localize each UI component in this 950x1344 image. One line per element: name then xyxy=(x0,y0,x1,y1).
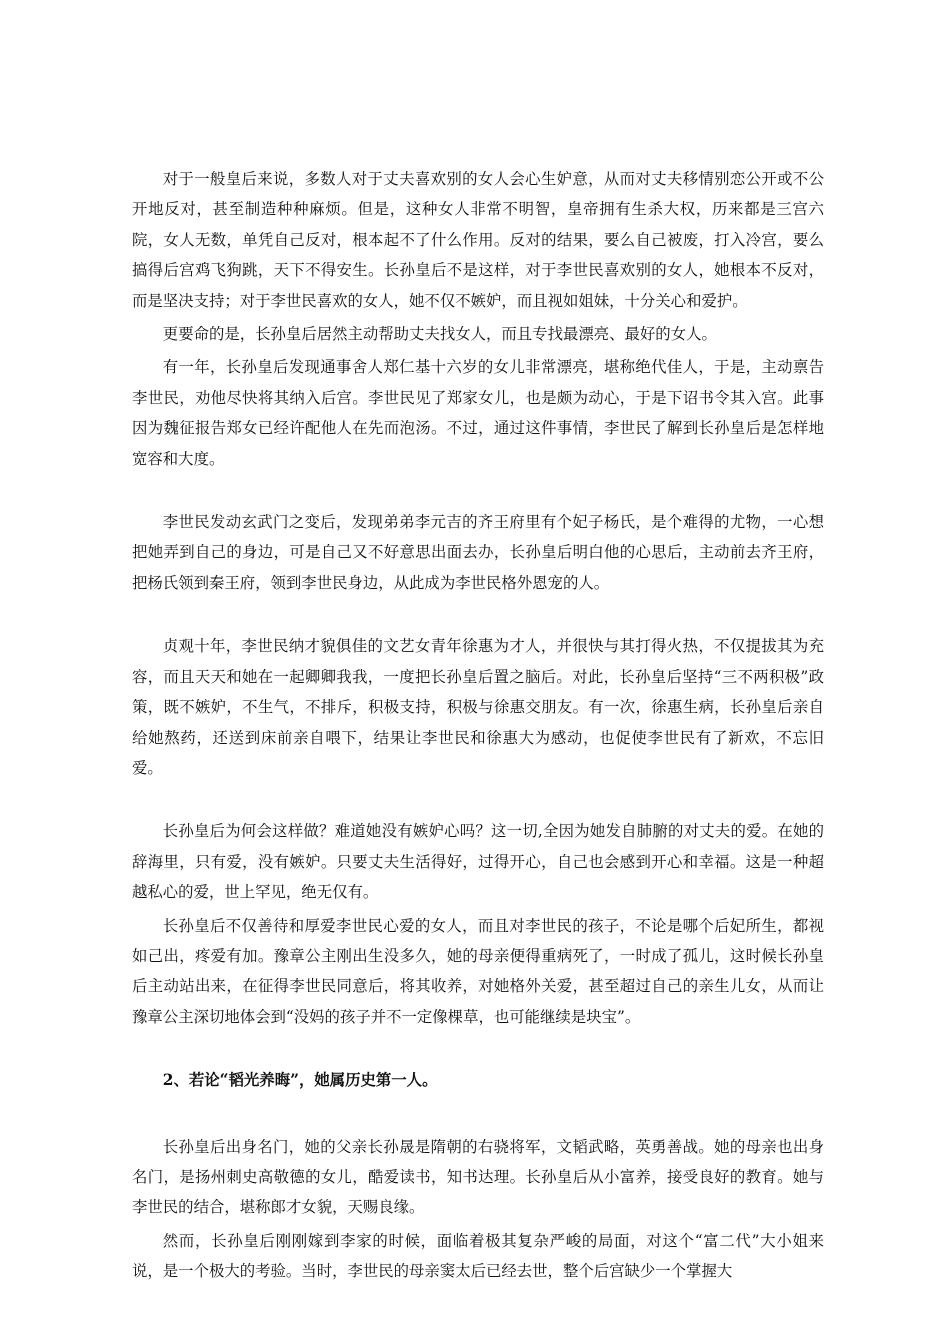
paragraph-4: 李世民发动玄武门之变后，发现弟弟李元吉的齐王府里有个妃子杨氏，是个难得的尤物，一心想把她弄到自己的身边，可是自己又不好意思出面去办，长孙皇后明白他的心思后，主动前去齐王府，把杨氏领到秦王府，领到李世民身边，从此成为李世民格外恩宠的人。 xyxy=(132,513,824,592)
paragraph-1: 对于一般皇后来说，多数人对于丈夫喜欢别的女人会心生妒意，从而对丈夫移情别恋公开或不公开地反对，甚至制造种种麻烦。但是，这种女人非常不明智，皇帝拥有生杀大权，历来都是三宫六院，女人无数，单凭自己反对，根本起不了什么作用。反对的结果，要么自己被废，打入冷宫，要么搞得后宫鸡飞狗跳，天下不得安生。长孙皇后不是这样，对于李世民喜欢别的女人，她根本不反对，而是坚决支持；对于李世民喜欢的女人，她不仅不嫉妒，而且视如姐妹，十分关心和爱护。 xyxy=(132,170,824,310)
paragraph-7: 长孙皇后不仅善待和厚爱李世民心爱的女人，而且对李世民的孩子，不论是哪个后妃所生，都视如己出，疼爱有加。豫章公主刚出生没多久，她的母亲便得重病死了，一时成了孤儿，这时候长孙皇后主动站出来，在征得李世民同意后，将其收养，对她格外关爱，甚至超过自己的亲生儿女，从而让豫章公主深切地体会到“没妈的孩子并不一定像棵草，也可能继续是块宝”。 xyxy=(132,916,824,1026)
paragraph-5: 贞观十年，李世民纳才貌俱佳的文艺女青年徐惠为才人，并很快与其打得火热，不仅提拔其为充容，而且天天和她在一起卿卿我我，一度把长孙皇后置之脑后。对此，长孙皇后坚持“三不两积极”政策，既不嫉妒，不生气，不排斥，积极支持，积极与徐惠交朋友。有一次，徐惠生病，长孙皇后亲自给她熬药，还送到床前亲自喂下，结果让李世民和徐惠大为感动，也促使李世民有了新欢，不忘旧爱。 xyxy=(132,637,824,777)
document-body xyxy=(132,164,824,1290)
paragraph-8: 长孙皇后出身名门，她的父亲长孙晟是隋朝的右骁将军，文韬武略，英勇善战。她的母亲也出身名门，是扬州刺史高敬德的女儿，酷爱读书，知书达理。长孙皇后从小富养，接受良好的教育。她与李世民的结合，堪称郎才女貌，天赐良缘。 xyxy=(132,1137,824,1217)
paragraph-2: 更要命的是，长孙皇后居然主动帮助丈夫找女人，而且专找最漂亮、最好的女人。 xyxy=(162,325,717,344)
paragraph-3: 有一年，长孙皇后发现通事舍人郑仁基十六岁的女儿非常漂亮，堪称绝代佳人，于是，主动禀告李世民，劝他尽快将其纳入后宫。李世民见了郑家女儿，也是颇为动心，于是下诏书令其入宫。此事因为魏征报告郑女已经许配他人在先而泡汤。不过，通过这件事情，李世民了解到长孙皇后是怎样地宽容和大度。 xyxy=(132,358,824,468)
paragraph-6: 长孙皇后为何会这样做？难道她没有嫉妒心吗？这一切,全因为她发自肺腑的对丈夫的爱。在她的辞海里，只有爱，没有嫉妒。只要丈夫生活得好，过得开心，自己也会感到开心和幸福。这是一种超越私心的爱，世上罕见，绝无仅有。 xyxy=(132,822,824,902)
section-heading: 2、若论“韬光养晦”，她属历史第一人。 xyxy=(162,1071,438,1090)
paragraph-9: 然而，长孙皇后刚刚嫁到李家的时候，面临着极其复杂严峻的局面，对这个“富二代”大小姐来说，是一个极大的考验。当时，李世民的母亲窦太后已经去世，整个后宫缺少一个掌握大 xyxy=(132,1231,824,1281)
